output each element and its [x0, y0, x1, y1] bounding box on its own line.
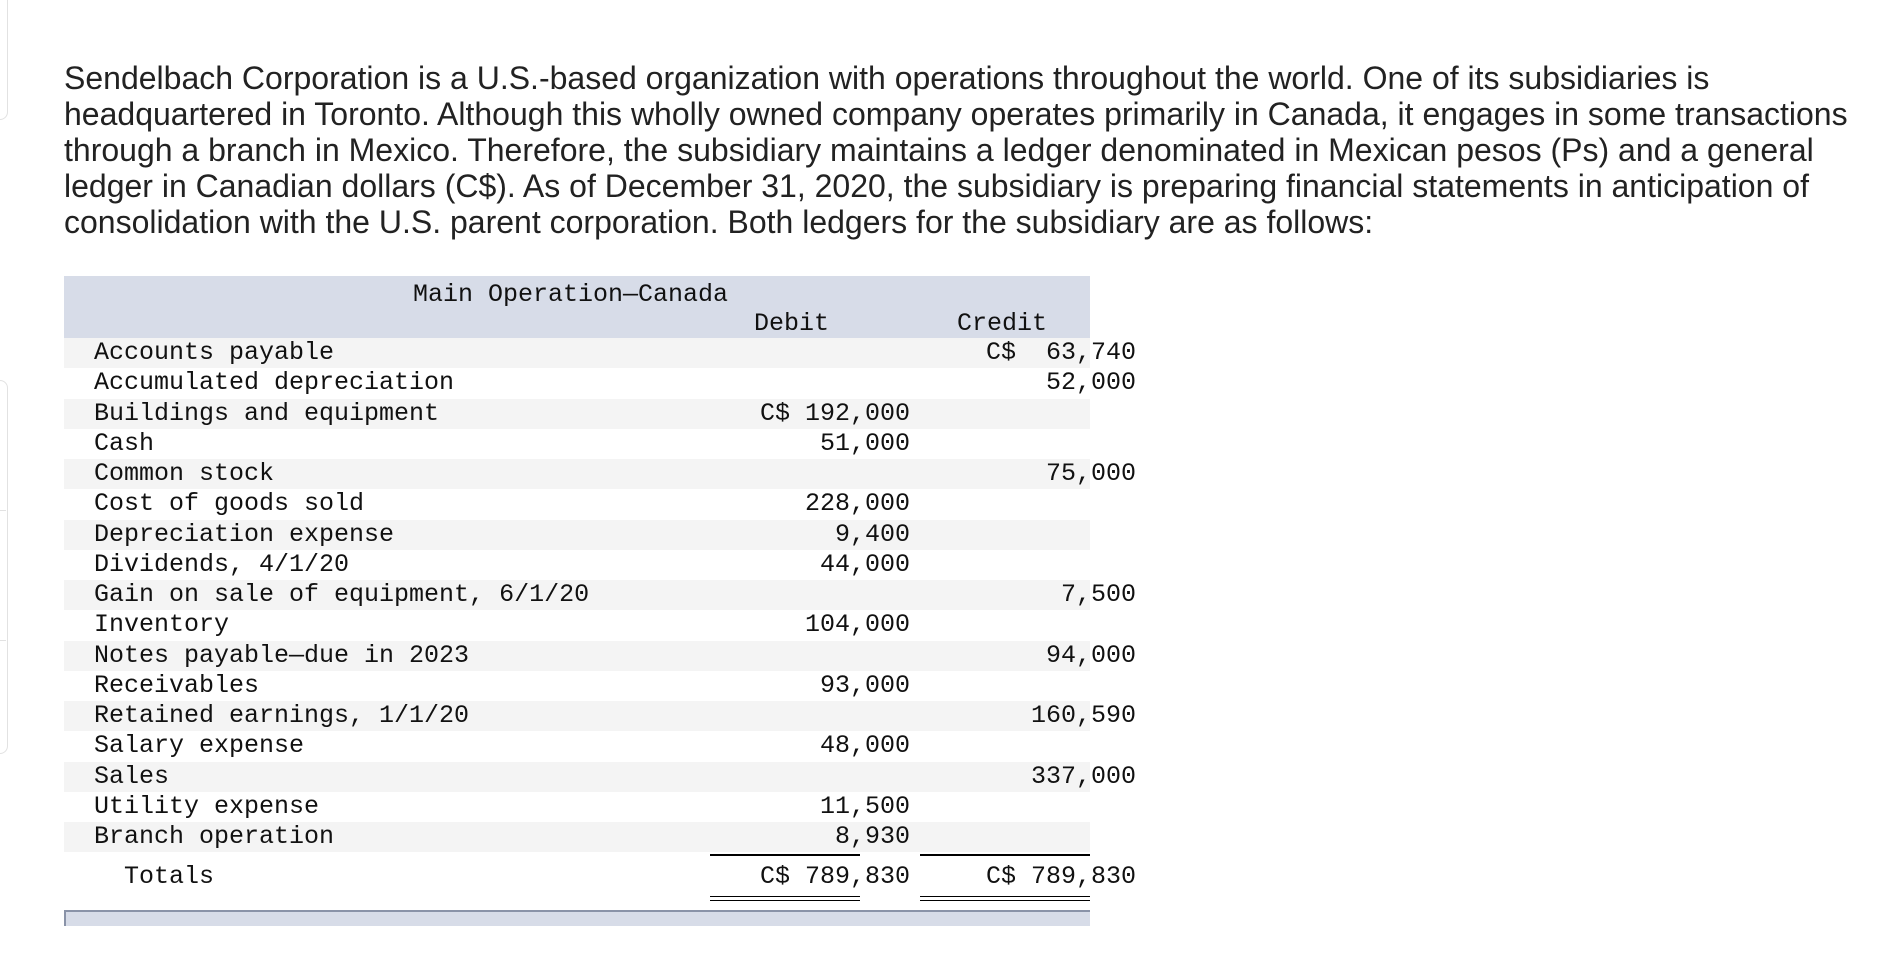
left-edge-card: [0, 380, 8, 754]
debit-amount: 9,400: [834, 519, 910, 549]
debit-amount: 8,930: [834, 822, 910, 851]
totals-label: Totals: [124, 862, 215, 892]
left-edge-card: [0, 0, 8, 120]
ledger-header: [64, 276, 1090, 338]
ledger-row: [64, 580, 1136, 610]
totals-row: [64, 858, 1136, 896]
credit-amount: 337,000: [1030, 761, 1136, 791]
ledger-row: [64, 520, 1090, 550]
account-name: Retained earnings, 1/1/20: [94, 701, 470, 730]
debit-amount: 93,000: [819, 670, 910, 700]
debit-amount: C$ 192,000: [759, 398, 910, 428]
debit-amount: 51,000: [819, 428, 910, 458]
account-name: Gain on sale of equipment, 6/1/20: [94, 580, 590, 609]
footer-edge: [64, 912, 66, 926]
account-name: Buildings and equipment: [94, 398, 440, 428]
account-name: Branch operation: [94, 822, 335, 851]
debit-amount: 228,000: [804, 489, 910, 519]
credit-amount: 75,000: [1045, 459, 1136, 488]
account-name: Notes payable—due in 2023: [94, 640, 470, 670]
ledger-row: [64, 640, 1136, 671]
account-name: Accounts payable: [94, 338, 335, 367]
totals-debit: C$ 789,830: [759, 862, 910, 892]
edge-divider: [0, 510, 6, 511]
totals-credit: C$ 789,830: [985, 862, 1136, 892]
edge-divider: [0, 640, 6, 641]
account-name: Accumulated depreciation: [94, 368, 455, 398]
account-name: Cash: [94, 428, 155, 458]
ledger-row: [64, 701, 1136, 731]
ledger-row: [64, 489, 1090, 519]
ledger-row: [64, 459, 1136, 489]
credit-amount: 7,500: [1060, 580, 1136, 609]
ledger-row: [64, 671, 1090, 701]
account-name: Common stock: [94, 459, 275, 488]
account-name: Utility expense: [94, 791, 320, 821]
debit-amount: 11,500: [819, 791, 910, 821]
account-name: Salary expense: [94, 731, 305, 761]
ledger-row: [64, 338, 1136, 368]
account-name: Depreciation expense: [94, 519, 395, 549]
debit-amount: 44,000: [819, 549, 910, 579]
ledger-row: [64, 368, 1136, 398]
debit-subtotal-rule: [710, 854, 860, 856]
ledger-row: [64, 429, 1090, 459]
ledger-section-title: Main Operation—Canada: [413, 280, 729, 309]
debit-amount: 48,000: [819, 731, 910, 761]
account-name: Inventory: [94, 610, 230, 640]
credit-amount: 160,590: [1030, 701, 1136, 730]
credit-subtotal-rule: [920, 854, 1090, 856]
debit-column-header: Debit: [754, 309, 830, 338]
ledger-row: [64, 731, 1090, 761]
ledger-footer: [64, 910, 1090, 926]
ledger-row: [64, 792, 1090, 822]
debit-double-rule: [710, 896, 860, 901]
problem-intro-text: Sendelbach Corporation is a U.S.-based organization with operations throughout the world. One of its subsidiaries is headquartered in Toronto. Although this wholly owned company operates primarily in Canada, it engages in some transactions through a branch in Mexico. Therefore, the subsidiary maintains a ledger denominated in Mexican pesos (Ps) and a general ledger in Canadian dollars (C$). As of December 31, 2020, the subsidiary is preparing financial statements in anticipation of consolidation with the U.S. parent corporation. Both ledgers for the subsidiary are as follows:: [64, 60, 1848, 240]
account-name: Cost of goods sold: [94, 489, 365, 519]
credit-amount: C$ 63,740: [985, 338, 1136, 367]
ledger-row: [64, 550, 1090, 580]
credit-amount: 52,000: [1045, 368, 1136, 398]
account-name: Dividends, 4/1/20: [94, 549, 350, 579]
credit-amount: 94,000: [1045, 640, 1136, 670]
ledger-rows: [64, 338, 1136, 852]
ledger-table: [64, 276, 1136, 926]
credit-column-header: Credit: [957, 309, 1048, 338]
account-name: Receivables: [94, 670, 260, 700]
ledger-row: [64, 761, 1136, 792]
totals-double-rule: [64, 896, 1090, 910]
debit-amount: 104,000: [804, 610, 910, 640]
ledger-row: [64, 610, 1090, 640]
account-name: Sales: [94, 761, 170, 791]
credit-double-rule: [920, 896, 1090, 901]
ledger-row: [64, 399, 1090, 429]
ledger-row: [64, 822, 1090, 852]
